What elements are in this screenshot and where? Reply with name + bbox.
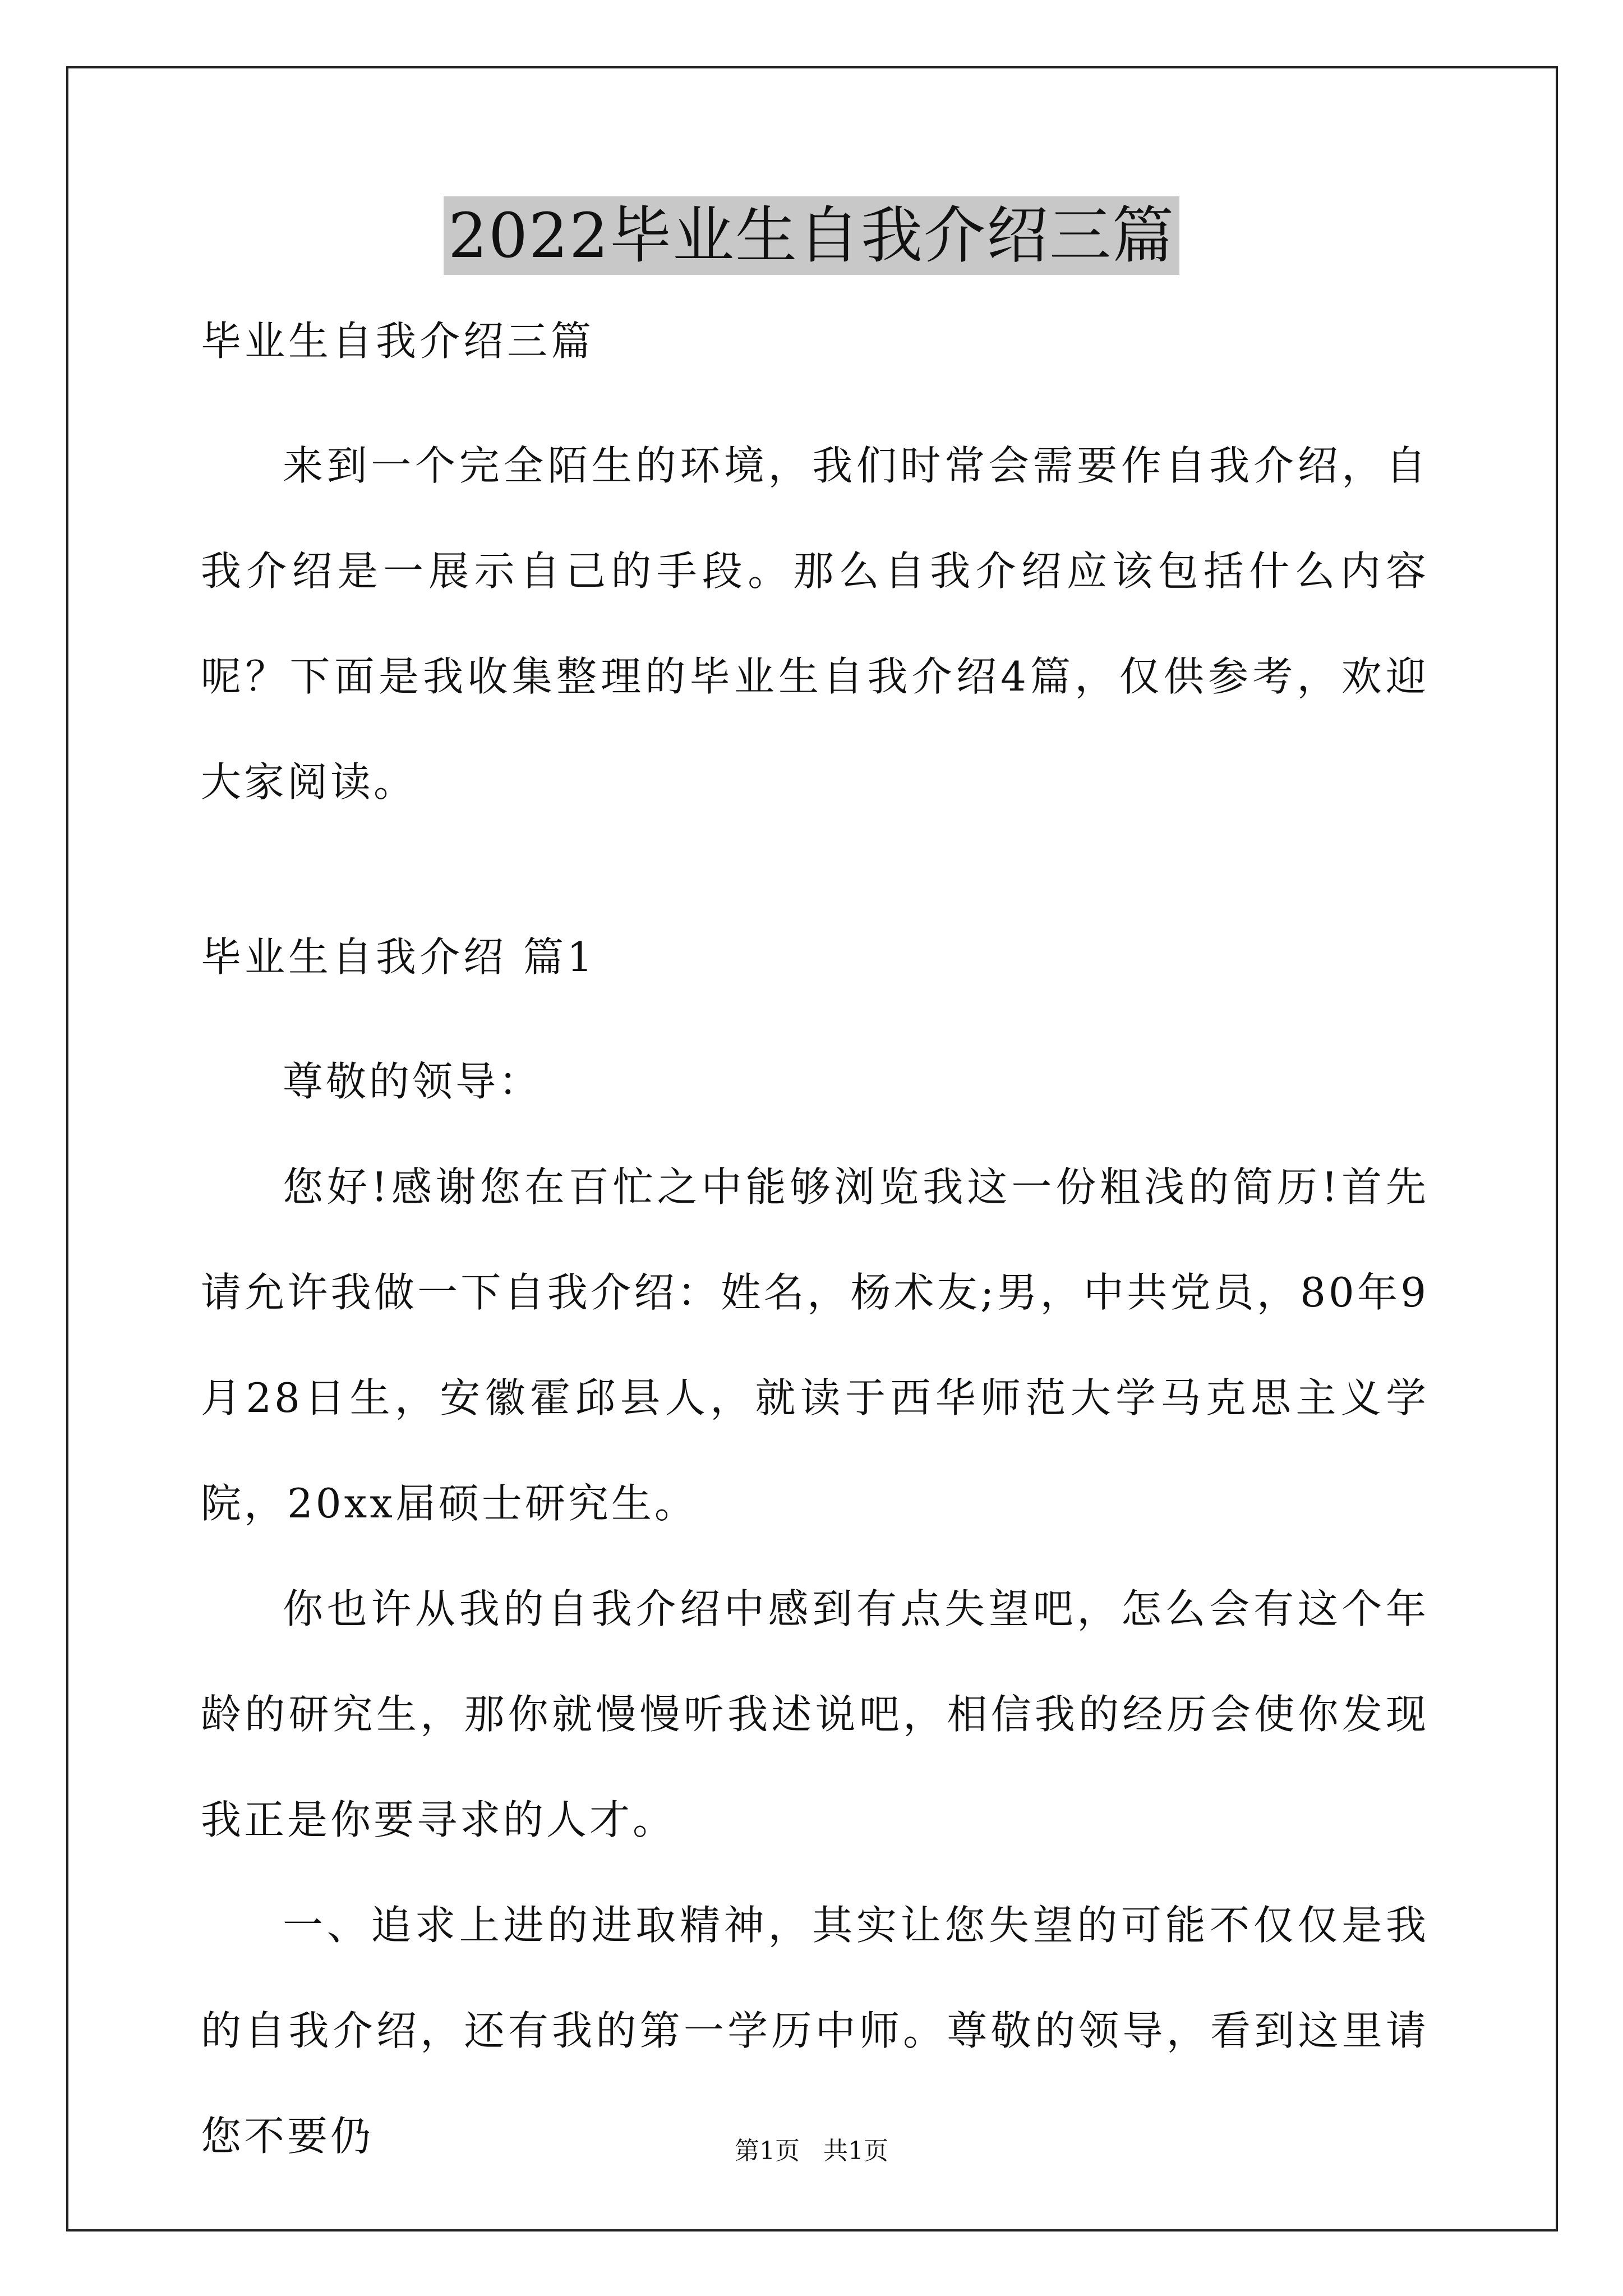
- page-footer: [0, 2134, 1623, 2168]
- body-paragraph-1: 您好!感谢您在百忙之中能够浏览我这一份粗浅的简历!首先请允许我做一下自我介绍：姓名，杨术友;男，中共党员，80年9月28日生，安徽霍邱县人，就读于西华师范大学马克思主义学院，20xx届硕士研究生。: [201, 1163, 1429, 1527]
- body-paragraph-2: 你也许从我的自我介绍中感到有点失望吧，怎么会有这个年龄的研究生，那你就慢慢听我述说吧，相信我的经历会使你发现我正是你要寻求的人才。: [201, 1585, 1429, 1843]
- document-body: [201, 314, 1429, 2189]
- page-total: 共1页: [823, 2137, 888, 2165]
- page-number: 第1页: [735, 2137, 800, 2165]
- intro-paragraph: 来到一个完全陌生的环境，我们时常会需要作自我介绍，自我介绍是一展示自己的手段。那么自我介绍应该包括什么内容呢？下面是我收集整理的毕业生自我介绍4篇，仅供参考，欢迎大家阅读。: [201, 442, 1429, 806]
- section-heading: 毕业生自我介绍 篇1: [201, 933, 596, 981]
- body-paragraph-3: 一、追求上进的进取精神，其实让您失望的可能不仅仅是我的自我介绍，还有我的第一学历中师。尊敬的领导，看到这里请您不要仍: [201, 1902, 1429, 2160]
- subtitle: 毕业生自我介绍三篇: [201, 318, 595, 365]
- title-container: [0, 196, 1623, 275]
- document-title: 2022毕业生自我介绍三篇: [444, 196, 1179, 275]
- salutation: 尊敬的领导：: [283, 1058, 542, 1105]
